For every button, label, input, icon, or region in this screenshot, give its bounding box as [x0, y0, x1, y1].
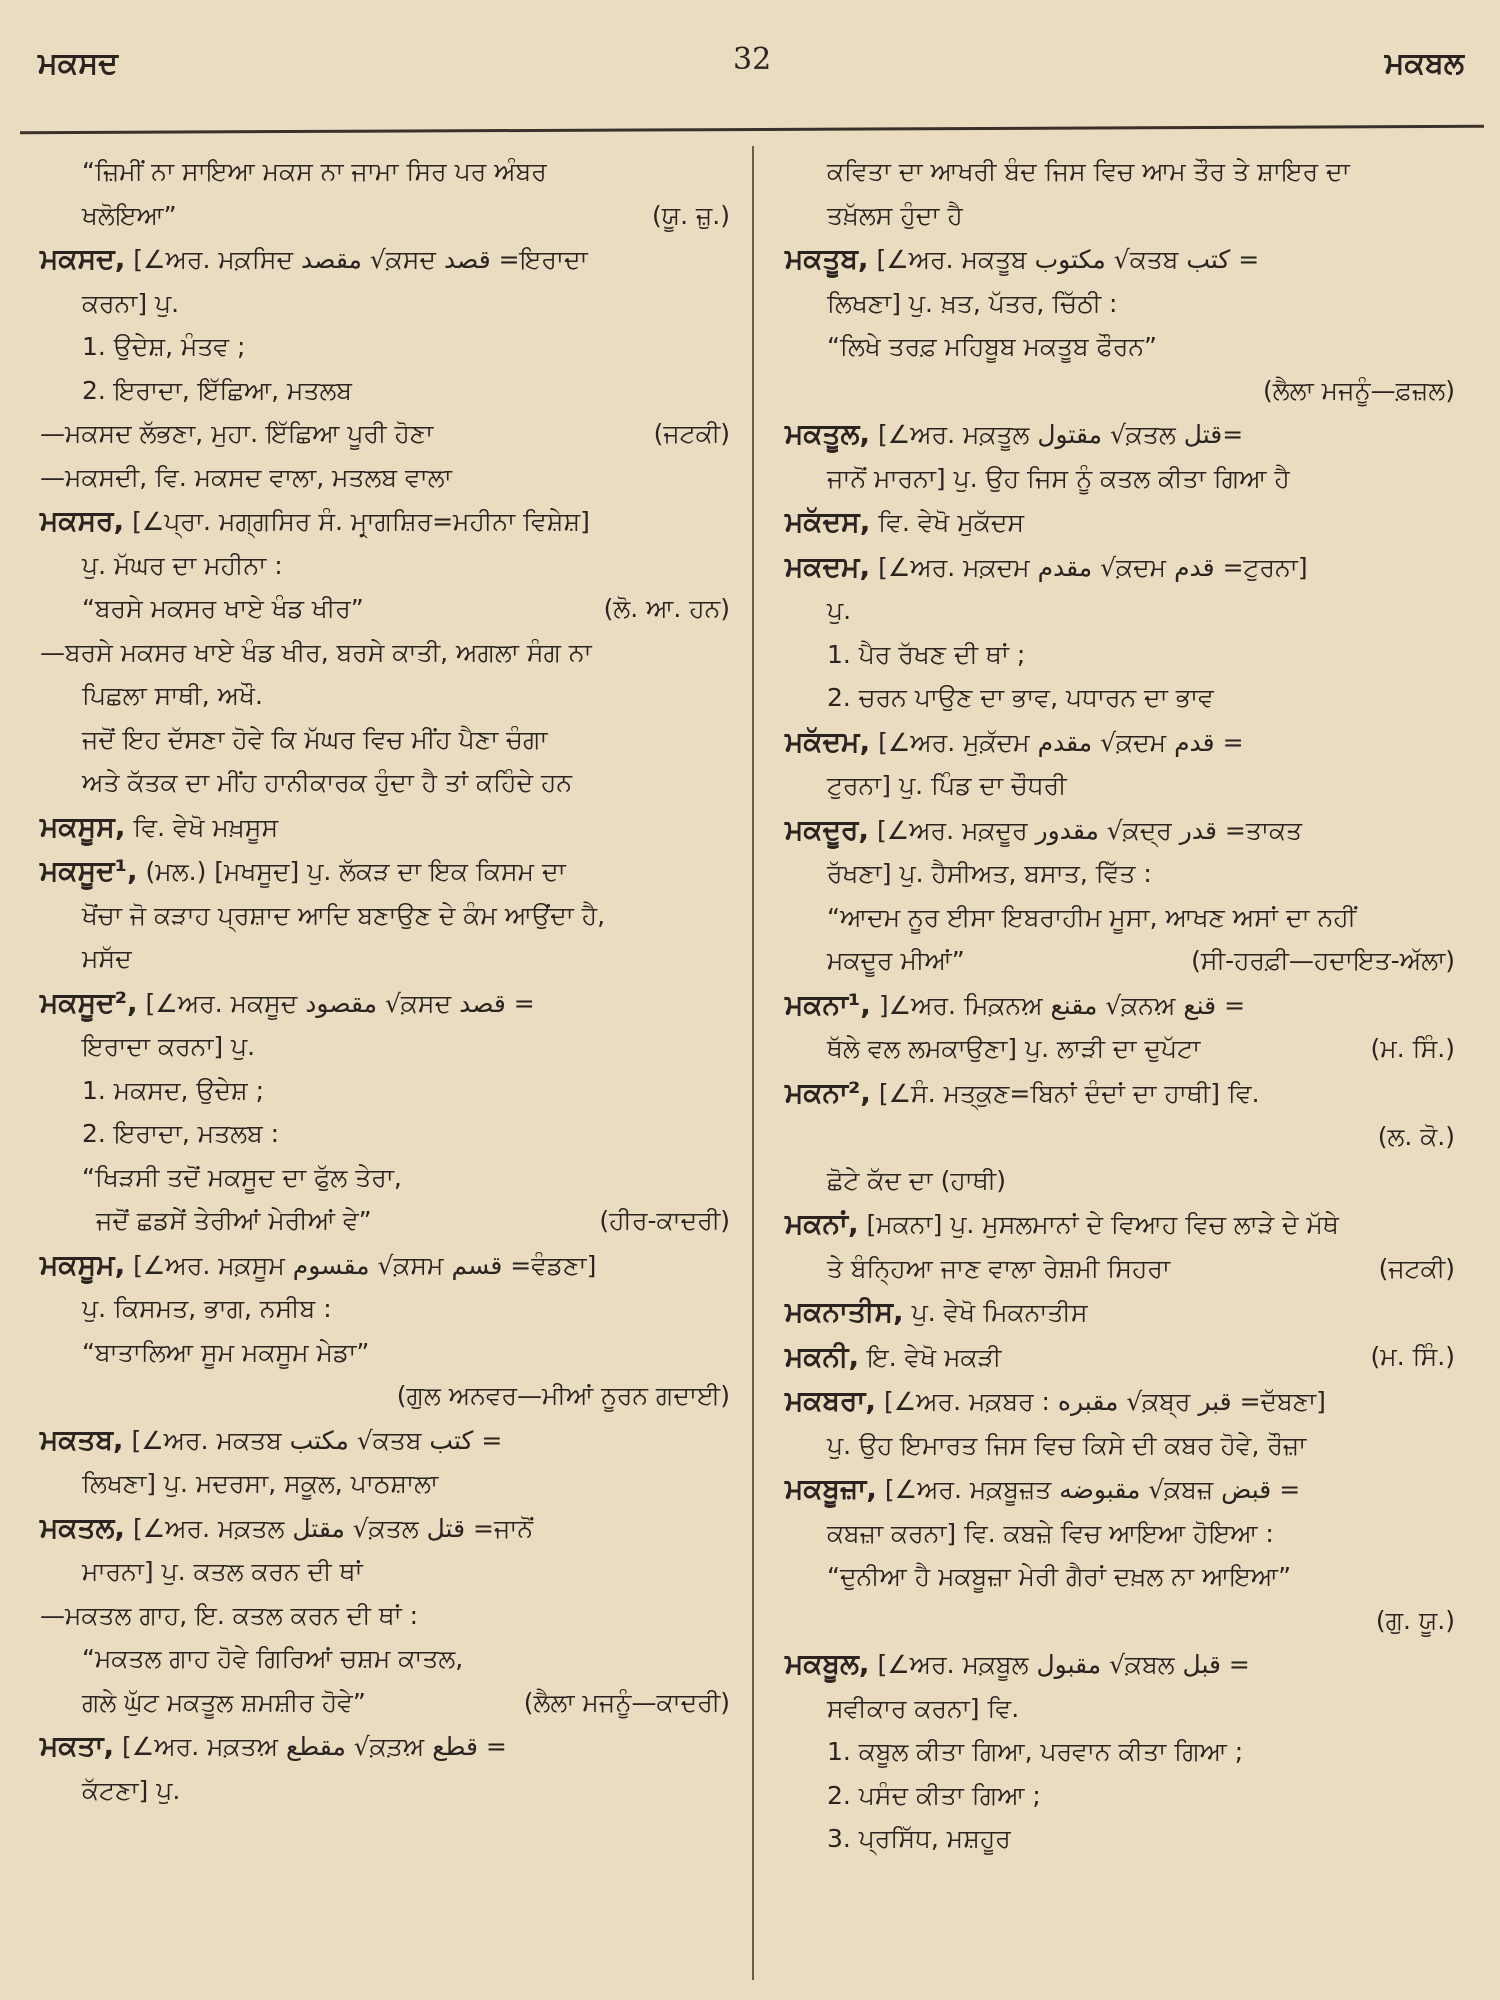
- entry-text: 1. ਮਕਸਦ, ਉਦੇਸ਼ ;: [82, 1075, 265, 1105]
- entry-text: —ਬਰਸੇ ਮਕਸਰ ਖਾਏ ਖੰਡ ਖੀਰ, ਬਰਸੇ ਕਾਤੀ, ਅਗਲਾ ਸੰਗ ਨਾ: [40, 637, 592, 667]
- entry-headword-line: [785, 500, 1455, 545]
- headword: ਮਕਤਬ,: [40, 1422, 124, 1456]
- citation-source: (ਲੈਲਾ ਮਜਨੂੰ—ਕਾਦਰੀ): [523, 1687, 730, 1717]
- entry-text: ਲਿਖਣਾ] ਪੁ. ਖ਼ਤ, ਪੱਤਰ, ਚਿੱਠੀ :: [827, 288, 1118, 318]
- entry-text: ਪੁ. ਉਹ ਇਮਾਰਤ ਜਿਸ ਵਿਚ ਕਿਸੇ ਦੀ ਕਬਰ ਹੋਵੇ, ਰੌਜ਼ਾ: [827, 1430, 1307, 1460]
- entry-line: [40, 412, 730, 456]
- entry-headword-line: [785, 1335, 1455, 1380]
- entry-text: (ਮਲ.) [ਮਖਸੂਦ] ਪੁ. ਲੱਕੜ ਦਾ ਇਕ ਕਿਸਮ ਦਾ: [137, 857, 566, 886]
- entry-headword-line: [785, 1379, 1455, 1424]
- entry-text: ਕੱਟਣਾ] ਪੁ.: [82, 1775, 181, 1805]
- entry-line: [40, 937, 730, 981]
- entry-text: [∠ਅਰ. ਮਕ਼ਬੂਲ ﻣﻘﺒﻮﻝ √ਕ਼ਬਲ ﻗﺒﻞ =: [869, 1650, 1250, 1679]
- entry-headword-line: [40, 1418, 730, 1463]
- citation-source: (ਮ. ਸਿੰ.): [1370, 1341, 1455, 1371]
- entry-text: ਗਲੇ ਘੁੱਟ ਮਕਤੂਲ ਸ਼ਮਸ਼ੀਰ ਹੋਵੇ”: [82, 1687, 366, 1717]
- headword: ਮਕਤਲ,: [40, 1510, 126, 1544]
- entry-headword-line: [40, 981, 730, 1026]
- entry-line: [40, 150, 730, 194]
- entry-line: [40, 194, 730, 238]
- headword: ਮਕੱਦਮ,: [785, 724, 871, 758]
- left-column: [40, 150, 730, 1812]
- entry-line: [40, 325, 730, 369]
- entry-text: “ਆਦਮ ਨੂਰ ਈਸਾ ਇਬਰਾਹੀਮ ਮੂਸਾ, ਆਖਣ ਅਸਾਂ ਦਾ ਨਹੀਂ: [827, 902, 1357, 932]
- entry-line: [40, 894, 730, 938]
- entry-headword-line: [40, 499, 730, 544]
- entry-text: [∠ਪ੍ਰਾ. ਮਗ੍ਗਸਿਰ ਸੰ. ਮਾਰ੍ਗਸ਼ਿਰ=ਮਹੀਨਾ ਵਿਸ਼ੇਸ਼]: [124, 507, 590, 536]
- entry-line: [40, 1199, 730, 1243]
- entry-text: “ਲਿਖੇ ਤਰਫ਼ ਮਹਿਬੂਬ ਮਕਤੂਬ ਫੌਰਨ”: [827, 332, 1157, 361]
- entry-text: ਸਵੀਕਾਰ ਕਰਨਾ] ਵਿ.: [827, 1693, 1020, 1723]
- entry-text: “ਮਕਤਲ ਗਾਹ ਹੋਵੇ ਗਿਰਿਆਂ ਚਸ਼ਮ ਕਾਤਲ,: [82, 1644, 464, 1673]
- headword: ਮਕਬਰਾ,: [785, 1384, 876, 1417]
- citation-source: (ਯੂ. ਜ਼ੁ.): [652, 200, 730, 230]
- entry-line: [785, 896, 1455, 940]
- entry-text: 2. ਇਰਾਦਾ, ਮਤਲਬ :: [82, 1119, 280, 1148]
- citation-source: (ਗੁ. ਯੂ.): [1375, 1605, 1455, 1635]
- entry-headword-line: [785, 1290, 1455, 1335]
- entry-line: [40, 1331, 730, 1375]
- entry-line: [785, 1817, 1455, 1861]
- entry-text: ਥੱਲੇ ਵਲ ਲਮਕਾਉਣਾ] ਪੁ. ਲਾੜੀ ਦਾ ਦੁਪੱਟਾ: [827, 1034, 1201, 1063]
- headword: ਮਕਸਦ,: [40, 242, 126, 275]
- entry-line: [40, 1156, 730, 1200]
- entry-line: [785, 1687, 1455, 1731]
- entry-line: [40, 1287, 730, 1331]
- entry-text: ਖੋਂਚਾ ਜੋ ਕੜਾਹ ਪ੍ਰਸ਼ਾਦ ਆਦਿ ਬਣਾਉਣ ਦੇ ਕੰਮ ਆਉਂਦਾ ਹੈ,: [82, 900, 606, 930]
- headword: ਮਕਦਮ,: [785, 549, 871, 583]
- entry-text: ਖਲੋਇਆ”: [82, 200, 177, 230]
- entry-text: ਕਬਜ਼ਾ ਕਰਨਾ] ਵਿ. ਕਬਜ਼ੇ ਵਿਚ ਆਇਆ ਹੋਇਆ :: [827, 1518, 1274, 1548]
- entry-text: ਤਖ਼ੱਲਸ ਹੁੰਦਾ ਹੈ: [827, 200, 963, 230]
- entry-text: ਜਦੋਂ ਛਡਸੇਂ ਤੇਰੀਆਂ ਮੇਰੀਆਂ ਵੇ”: [96, 1206, 372, 1235]
- right-column: [785, 150, 1455, 1861]
- entry-line: [40, 544, 730, 588]
- page-header: [38, 38, 1464, 98]
- entry-text: [∠ਅਰ. ਮਕ਼ਦਮ ﻣﻘﺪﻡ √ਕ਼ਦਮ ﻗﺪﻡ =ਟੁਰਨਾ]: [870, 552, 1308, 582]
- header-rule: [20, 125, 1484, 134]
- entry-line: [785, 282, 1455, 326]
- entry-line: [785, 852, 1455, 896]
- headword: ਮਕਨਾ¹,: [785, 987, 871, 1021]
- entry-text: “ਬਰਸੇ ਮਕਸਰ ਖਾਏ ਖੰਡ ਖੀਰ”: [82, 594, 364, 623]
- entry-text: ]∠ਅਰ. ਮਿਕ਼ਨਅ਼ ﻣﻘﻨﻊ √ਕ਼ਨਅ਼ ﻗﻨﻊ =: [870, 990, 1246, 1020]
- entry-line: [785, 764, 1455, 808]
- entry-text: [∠ਅਰ. ਮਕ਼ਬਰ : ﻣﻘﺒﺮﻩ √ਕ਼ਬ੍ਰ ﻗﺒﺮ =ਦੱਬਣਾ]: [876, 1387, 1326, 1416]
- entry-line: [785, 1424, 1455, 1468]
- entry-text: ਇ. ਵੇਖੋ ਮਕੜੀ: [859, 1342, 1002, 1372]
- entry-line: [40, 587, 730, 631]
- entry-line: [40, 282, 730, 326]
- headword: ਮਕਸੂਦ²,: [40, 985, 138, 1019]
- entry-text: [∠ਅਰ. ਮਕ਼ਬੂਜ਼ਤ ﻣﻘﺒﻮﺿﻪ √ਕ਼ਬਜ਼ ﻗﺒﺾ =: [876, 1475, 1301, 1504]
- entry-headword-line: [40, 1506, 730, 1551]
- entry-line: [40, 718, 730, 762]
- headword: ਮਕਸੂਮ,: [40, 1247, 126, 1281]
- entry-text: [∠ਅਰ. ਮਕ਼ਤਲ ﻣﻘﺘﻞ √ਕ਼ਤਲ ﻗﺘﻞ =ਜਾਨੋਂ: [125, 1513, 534, 1543]
- entry-line: [785, 457, 1455, 501]
- entry-text: ਜਦੋਂ ਇਹ ਦੱਸਣਾ ਹੋਵੇ ਕਿ ਮੱਘਰ ਵਿਚ ਮੀਂਹ ਪੈਣਾ ਚੰਗਾ: [82, 724, 548, 754]
- headword: ਮਕੱਦਸ,: [785, 505, 871, 538]
- entry-text: [∠ਅਰ. ਮਕਤਬ ﻣﻜﺘﺐ √ਕਤਬ ﻛﺘﺐ =: [123, 1425, 503, 1455]
- entry-headword-line: [40, 1724, 730, 1769]
- entry-text: ਪੁ. ਕਿਸਮਤ, ਭਾਗ, ਨਸੀਬ :: [82, 1294, 332, 1323]
- entry-text: 1. ਕਬੂਲ ਕੀਤਾ ਗਿਆ, ਪਰਵਾਨ ਕੀਤਾ ਗਿਆ ;: [827, 1737, 1244, 1766]
- headword: ਮਕਤੂਬ,: [785, 242, 869, 275]
- entry-text: ਟੁਰਨਾ] ਪੁ. ਪਿੰਡ ਦਾ ਚੌਧਰੀ: [827, 771, 1067, 800]
- entry-line: [40, 1025, 730, 1069]
- entry-line: [785, 633, 1455, 677]
- headword: ਮਕਨਾਂ,: [785, 1207, 859, 1240]
- entry-text: “ਦੁਨੀਆ ਹੈ ਮਕਬੂਜ਼ਾ ਮੇਰੀ ਗੈਰਾਂ ਦਖ਼ਲ ਨਾ ਆਇਆ”: [827, 1562, 1292, 1591]
- header-right-guide-word: ਮਕਬਲ: [1384, 46, 1464, 81]
- entry-text: ਪੁ. ਵੇਖੋ ਮਿਕਨਾਤੀਸ: [903, 1298, 1088, 1327]
- entry-line: [785, 1774, 1455, 1818]
- entry-line: [785, 1512, 1455, 1556]
- entry-line: [40, 761, 730, 805]
- entry-line: [785, 1115, 1455, 1159]
- entry-line: [40, 1069, 730, 1113]
- entry-text: ਰੱਖਣਾ] ਪੁ. ਹੈਸੀਅਤ, ਬਸਾਤ, ਵਿੱਤ :: [827, 859, 1152, 888]
- entry-text: —ਮਕਸਦੀ, ਵਿ. ਮਕਸਦ ਵਾਲਾ, ਮਤਲਬ ਵਾਲਾ: [40, 462, 452, 492]
- citation-source: (ਲ. ਕੋ.): [1377, 1122, 1455, 1151]
- entry-text: 3. ਪ੍ਰਸਿੱਧ, ਮਸ਼ਹੂਰ: [827, 1824, 1011, 1853]
- entry-text: [∠ਅਰ. ਮਕਤੂਬ ﻣﻜﺘﻮﺏ √ਕਤਬ ﻛﺘﺐ =: [868, 245, 1260, 274]
- page-number: 32: [733, 42, 772, 77]
- entry-text: ਮਸੱਦ: [82, 944, 132, 973]
- entry-line: [40, 1637, 730, 1681]
- entry-text: 2. ਚਰਨ ਪਾਉਣ ਦਾ ਭਾਵ, ਪਧਾਰਨ ਦਾ ਭਾਵ: [827, 683, 1214, 712]
- entry-text: 1. ਉਦੇਸ਼, ਮੰਤਵ ;: [82, 332, 246, 361]
- entry-text: [ਮਕਨਾ] ਪੁ. ਮੁਸਲਮਾਨਾਂ ਦੇ ਵਿਆਹ ਵਿਚ ਲਾੜੇ ਦੇ ਮੱਥੇ: [858, 1210, 1339, 1239]
- headword: ਮਕਤੂਲ,: [785, 417, 871, 450]
- entry-headword-line: [785, 1642, 1455, 1687]
- header-left-guide-word: ਮਕਸਦ: [38, 46, 119, 81]
- entry-text: “ਖਿੜਸੀ ਤਦੋਂ ਮਕਸੂਦ ਦਾ ਫੁੱਲ ਤੇਰਾ,: [82, 1162, 402, 1192]
- entry-line: [40, 456, 730, 500]
- entry-line: [40, 1550, 730, 1594]
- entry-line: [40, 1769, 730, 1813]
- entry-text: [∠ਅਰ. ਮਕ਼ਸਿਦ ﻣﻘﺼﺪ √ਕ਼ਸਦ ﻗﺼﺪ =ਇਰਾਦਾ: [125, 245, 588, 274]
- citation-source: (ਗੁਲ ਅਨਵਰ—ਮੀਆਂ ਨੂਰਨ ਗਦਾਈ): [396, 1381, 730, 1410]
- entry-text: [∠ਅਰ. ਮਕ਼ਤਅ਼ ﻣﻘﻄﻊ √ਕ਼ਤ਼ਅ਼ ﻗﻄﻊ =: [114, 1732, 507, 1761]
- citation-source: (ਲੋ. ਆ. ਹਨ): [603, 594, 730, 623]
- headword: ਮਕਸਰ,: [40, 504, 125, 537]
- entry-line: [785, 194, 1455, 238]
- entry-headword-line: [785, 808, 1455, 853]
- entry-headword-line: [785, 1202, 1455, 1247]
- entry-line: [40, 631, 730, 675]
- entry-text: ਵਿ. ਵੇਖੋ ਮਖ਼ਸੂਸ: [125, 812, 279, 842]
- headword: ਮਕਦੂਰ,: [785, 812, 870, 846]
- citation-source: (ਜਟਕੀ): [1378, 1253, 1455, 1283]
- entry-text: ਤੇ ਬੰਨ੍ਹਿਆ ਜਾਣ ਵਾਲਾ ਰੇਸ਼ਮੀ ਸਿਹਰਾ: [827, 1253, 1170, 1283]
- headword: ਮਕਨਾਤੀਸ,: [785, 1295, 904, 1328]
- entry-text: ਮਕਦੂਰ ਮੀਆਂ”: [827, 946, 965, 975]
- entry-text: ਪੁ. ਮੱਘਰ ਦਾ ਮਹੀਨਾ :: [82, 550, 283, 580]
- headword: ਮਕਸੂਸ,: [40, 809, 126, 843]
- entry-line: [785, 676, 1455, 720]
- entry-line: [785, 1599, 1455, 1643]
- entry-line: [40, 1112, 730, 1156]
- entry-text: ਮਾਰਨਾ] ਪੁ. ਕਤਲ ਕਰਨ ਦੀ ਥਾਂ: [82, 1557, 363, 1586]
- entry-text: ਕਰਨਾ] ਪੁ.: [82, 288, 180, 318]
- entry-text: [∠ਸੰ. ਮਤ੍ਕੁਣ=ਬਿਨਾਂ ਦੰਦਾਂ ਦਾ ਹਾਥੀ] ਵਿ.: [870, 1078, 1260, 1108]
- citation-source: (ਜਟਕੀ): [653, 419, 730, 448]
- entry-text: ਛੋਟੇ ਕੱਦ ਦਾ (ਹਾਥੀ): [827, 1165, 1006, 1195]
- entry-headword-line: [40, 849, 730, 894]
- citation-source: (ਲੈਲਾ ਮਜਨੂੰ—ਫ਼ਜ਼ਲ): [1262, 375, 1455, 405]
- entry-headword-line: [785, 237, 1455, 282]
- headword: ਮਕਨੀ,: [785, 1339, 860, 1373]
- entry-line: [40, 369, 730, 413]
- entry-line: [785, 939, 1455, 983]
- entry-line: [785, 1730, 1455, 1774]
- entry-text: [∠ਅਰ. ਮਕ਼ਤੂਲ ﻣﻘﺘﻮﻝ √ਕ਼ਤਲ ﻗﺘﻞ=: [870, 420, 1244, 449]
- entry-line: [40, 674, 730, 718]
- entry-text: ਵਿ. ਵੇਖੋ ਮੁਕੱਦਸ: [870, 508, 1025, 537]
- entry-line: [785, 369, 1455, 413]
- entry-headword-line: [40, 805, 730, 850]
- headword: ਮਕਨਾ²,: [785, 1075, 871, 1109]
- entry-text: ਜਾਨੋਂ ਮਾਰਨਾ] ਪੁ. ਉਹ ਜਿਸ ਨੂੰ ਕਤਲ ਕੀਤਾ ਗਿਆ ਹੈ: [827, 463, 1290, 493]
- entry-line: [785, 1159, 1455, 1203]
- entry-line: [785, 1027, 1455, 1071]
- entry-headword-line: [785, 1071, 1455, 1116]
- entry-headword-line: [785, 983, 1455, 1028]
- entry-line: [40, 1374, 730, 1418]
- citation-source: (ਸੀ-ਹਰਫ਼ੀ—ਹਦਾਇਤ-ਅੱਲਾ): [1191, 946, 1455, 975]
- entry-text: [∠ਅਰ. ਮਕ਼ਦੂਰ ﻣﻘﺪﻭﺭ √ਕ਼ਦ੍ਰ ﻗﺪﺭ =ਤਾਕਤ: [869, 815, 1303, 845]
- entry-line: [785, 325, 1455, 369]
- entry-line: [40, 1594, 730, 1638]
- entry-text: 2. ਇਰਾਦਾ, ਇੱਛਿਆ, ਮਤਲਬ: [82, 375, 352, 405]
- entry-line: [40, 1681, 730, 1725]
- headword: ਮਕਬੂਲ,: [785, 1647, 870, 1680]
- entry-text: [785, 1122, 793, 1151]
- entry-text: 2. ਪਸੰਦ ਕੀਤਾ ਗਿਆ ;: [827, 1780, 1041, 1810]
- entry-headword-line: [785, 545, 1455, 590]
- column-divider: [752, 146, 754, 1980]
- entry-text: 1. ਪੈਰ ਰੱਖਣ ਦੀ ਥਾਂ ;: [827, 639, 1026, 669]
- entry-headword-line: [785, 720, 1455, 765]
- entry-text: —ਮਕਸਦ ਲੱਭਣਾ, ਮੁਹਾ. ਇੱਛਿਆ ਪੂਰੀ ਹੋਣਾ: [40, 419, 434, 448]
- entry-headword-line: [785, 1467, 1455, 1512]
- entry-headword-line: [40, 1243, 730, 1288]
- entry-text: “ਜ਼ਿਮੀਂ ਨਾ ਸਾਇਆ ਮਕਸ ਨਾ ਜਾਮਾ ਸਿਰ ਪਰ ਅੰਬਰ: [82, 157, 547, 186]
- entry-line: [785, 589, 1455, 633]
- entry-line: [40, 1462, 730, 1506]
- entry-text: “ਬਾਤਾਲਿਆ ਸੂਮ ਮਕਸੂਮ ਮੇਡਾ”: [82, 1337, 370, 1367]
- entry-text: ਅਤੇ ਕੱਤਕ ਦਾ ਮੀਂਹ ਹਾਨੀਕਾਰਕ ਹੁੰਦਾ ਹੈ ਤਾਂ ਕਹਿੰਦੇ ਹਨ: [82, 768, 572, 797]
- entry-text: [∠ਅਰ. ਮੁਕ਼ੱਦਮ ﻣﻘﺪﻡ √ਕ਼ਦਮ ﻗﺪﻡ =: [870, 727, 1244, 757]
- headword: ਮਕਬੂਜ਼ਾ,: [785, 1472, 877, 1505]
- entry-text: ਪੁ.: [827, 596, 852, 625]
- entry-text: —ਮਕਤਲ ਗਾਹ, ਇ. ਕਤਲ ਕਰਨ ਦੀ ਥਾਂ :: [40, 1600, 419, 1630]
- entry-text: ਲਿਖਣਾ] ਪੁ. ਮਦਰਸਾ, ਸਕੂਲ, ਪਾਠਸ਼ਾਲਾ: [82, 1469, 439, 1498]
- headword: ਮਕਸੂਦ¹,: [40, 854, 138, 887]
- citation-source: (ਹੀਰ-ਕਾਦਰੀ): [599, 1206, 730, 1235]
- entry-text: ਇਰਾਦਾ ਕਰਨਾ] ਪੁ.: [82, 1032, 256, 1061]
- entry-text: ਕਵਿਤਾ ਦਾ ਆਖਰੀ ਬੰਦ ਜਿਸ ਵਿਚ ਆਮ ਤੌਰ ਤੇ ਸ਼ਾਇਰ ਦਾ: [827, 157, 1350, 186]
- entry-text: [∠ਅਰ. ਮਕਸੂਦ ﻣﻘﺼﻮﺩ √ਕ਼ਸਦ ﻗﺼﺪ =: [137, 988, 535, 1018]
- entry-headword-line: [40, 237, 730, 282]
- entry-text: [∠ਅਰ. ਮਕ਼ਸੂਮ ﻣﻘﺴﻮﻡ √ਕ਼ਸਮ ﻗﺴﻢ =ਵੰਡਣਾ]: [125, 1250, 597, 1280]
- citation-source: (ਮ. ਸਿੰ.): [1370, 1034, 1455, 1063]
- entry-line: [785, 150, 1455, 194]
- headword: ਮਕਤਾ,: [40, 1729, 115, 1762]
- entry-headword-line: [785, 412, 1455, 457]
- entry-line: [785, 1247, 1455, 1291]
- entry-line: [785, 1555, 1455, 1599]
- entry-text: ਪਿਛਲਾ ਸਾਥੀ, ਅਖੌ.: [82, 681, 263, 710]
